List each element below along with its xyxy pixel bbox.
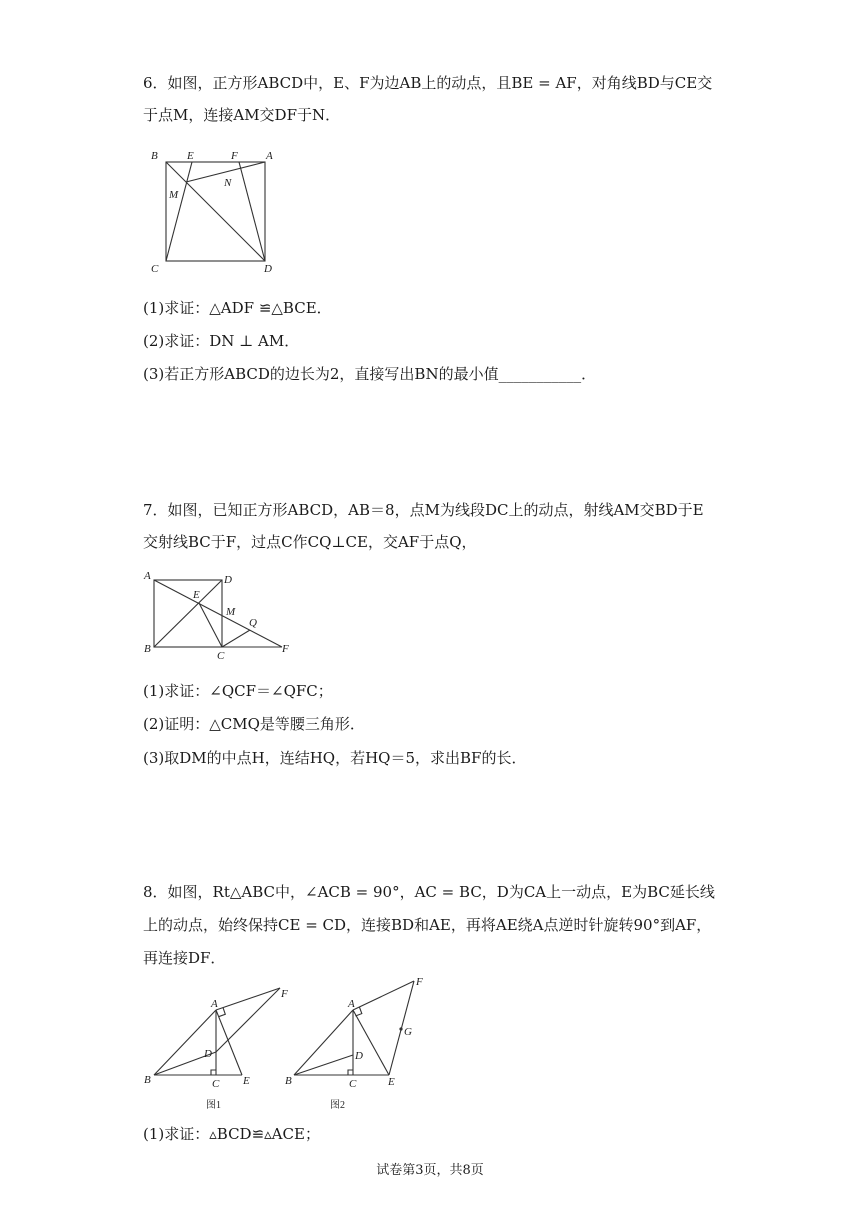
q6-figure [140, 140, 290, 280]
q7-label-D: D [224, 574, 232, 586]
q8-fig1-label-C: C [212, 1078, 220, 1090]
q8-fig1-caption: 图1 [206, 1100, 221, 1111]
q8-fig2-label-G: G [404, 1026, 412, 1038]
q6-label-N: N [224, 177, 232, 189]
q8-fig1-label-F: F [281, 988, 288, 1000]
q8-fig1-label-B: B [144, 1074, 151, 1086]
q7-part1: (1)求证：∠QCF＝∠QFC； [143, 682, 333, 700]
q6-stem-line2: 于点M，连接AM交DF于N． [143, 106, 341, 124]
q7-stem-line2: 交射线BC于F，过点C作CQ⊥CE，交AF于点Q， [143, 533, 477, 551]
q8-fig1-label-D: D [204, 1048, 212, 1060]
q8-fig2-label-E: E [388, 1076, 395, 1088]
q8-stem-line1: 8．如图，Rt△ABC中，∠ACB = 90°，AC = BC，D为CA上一动点，E为BC延长线 [143, 883, 715, 901]
q6-label-M: M [169, 189, 179, 201]
q8-stem-line3: 再连接DF． [143, 949, 226, 967]
q7-label-E: E [193, 589, 200, 601]
q7-label-A: A [144, 570, 151, 582]
q7-label-B: B [144, 643, 151, 655]
q7-part3: (3)取DM的中点H，连结HQ，若HQ＝5，求出BF的长． [143, 749, 527, 767]
q6-part2: (2)求证：DN ⊥ AM． [143, 332, 300, 350]
q8-fig2-label-D: D [355, 1050, 363, 1062]
q6-label-F: F [231, 150, 238, 162]
q8-fig1-label-A: A [211, 998, 218, 1010]
q7-part2: (2)证明：△CMQ是等腰三角形． [143, 715, 365, 733]
q8-fig2-caption: 图2 [330, 1100, 345, 1111]
q8-fig2-label-F: F [416, 976, 423, 988]
q7-label-F: F [282, 643, 289, 655]
q8-fig2-label-C: C [349, 1078, 357, 1090]
q6-label-C: C [151, 263, 159, 275]
q6-label-B: B [151, 150, 158, 162]
q7-label-Q: Q [249, 617, 257, 629]
q8-part1: (1)求证：▵BCD≌▵ACE； [143, 1125, 320, 1143]
q8-stem-line2: 上的动点，始终保持CE = CD，连接BD和AE，再将AE绕A点逆时针旋转90°到AF， [143, 916, 712, 934]
q6-label-D: D [264, 263, 272, 275]
q8-figure-2 [282, 972, 432, 1117]
q6-stem-line1: 6．如图，正方形ABCD中，E、F为边AB上的动点，且BE = AF，对角线BD与CE交 [143, 74, 713, 92]
q7-stem-line1: 7．如图，已知正方形ABCD，AB＝8，点M为线段DC上的动点，射线AM交BD于E [143, 501, 704, 519]
q7-label-C: C [217, 650, 225, 662]
q6-part3: (3)若正方形ABCD的边长为2，直接写出BN的最小值___________． [143, 365, 597, 383]
q8-fig2-label-B: B [285, 1075, 292, 1087]
q6-label-E: E [187, 150, 194, 162]
q7-figure [140, 566, 300, 666]
q6-part1: (1)求证：△ADF ≌△BCE． [143, 299, 332, 317]
q7-label-M: M [226, 606, 236, 618]
q8-figure-1 [140, 972, 300, 1117]
q6-label-A: A [266, 150, 273, 162]
q8-fig2-label-A: A [348, 998, 355, 1010]
q8-fig1-label-E: E [243, 1075, 250, 1087]
page-footer: 试卷第3页，共8页 [376, 1163, 484, 1178]
